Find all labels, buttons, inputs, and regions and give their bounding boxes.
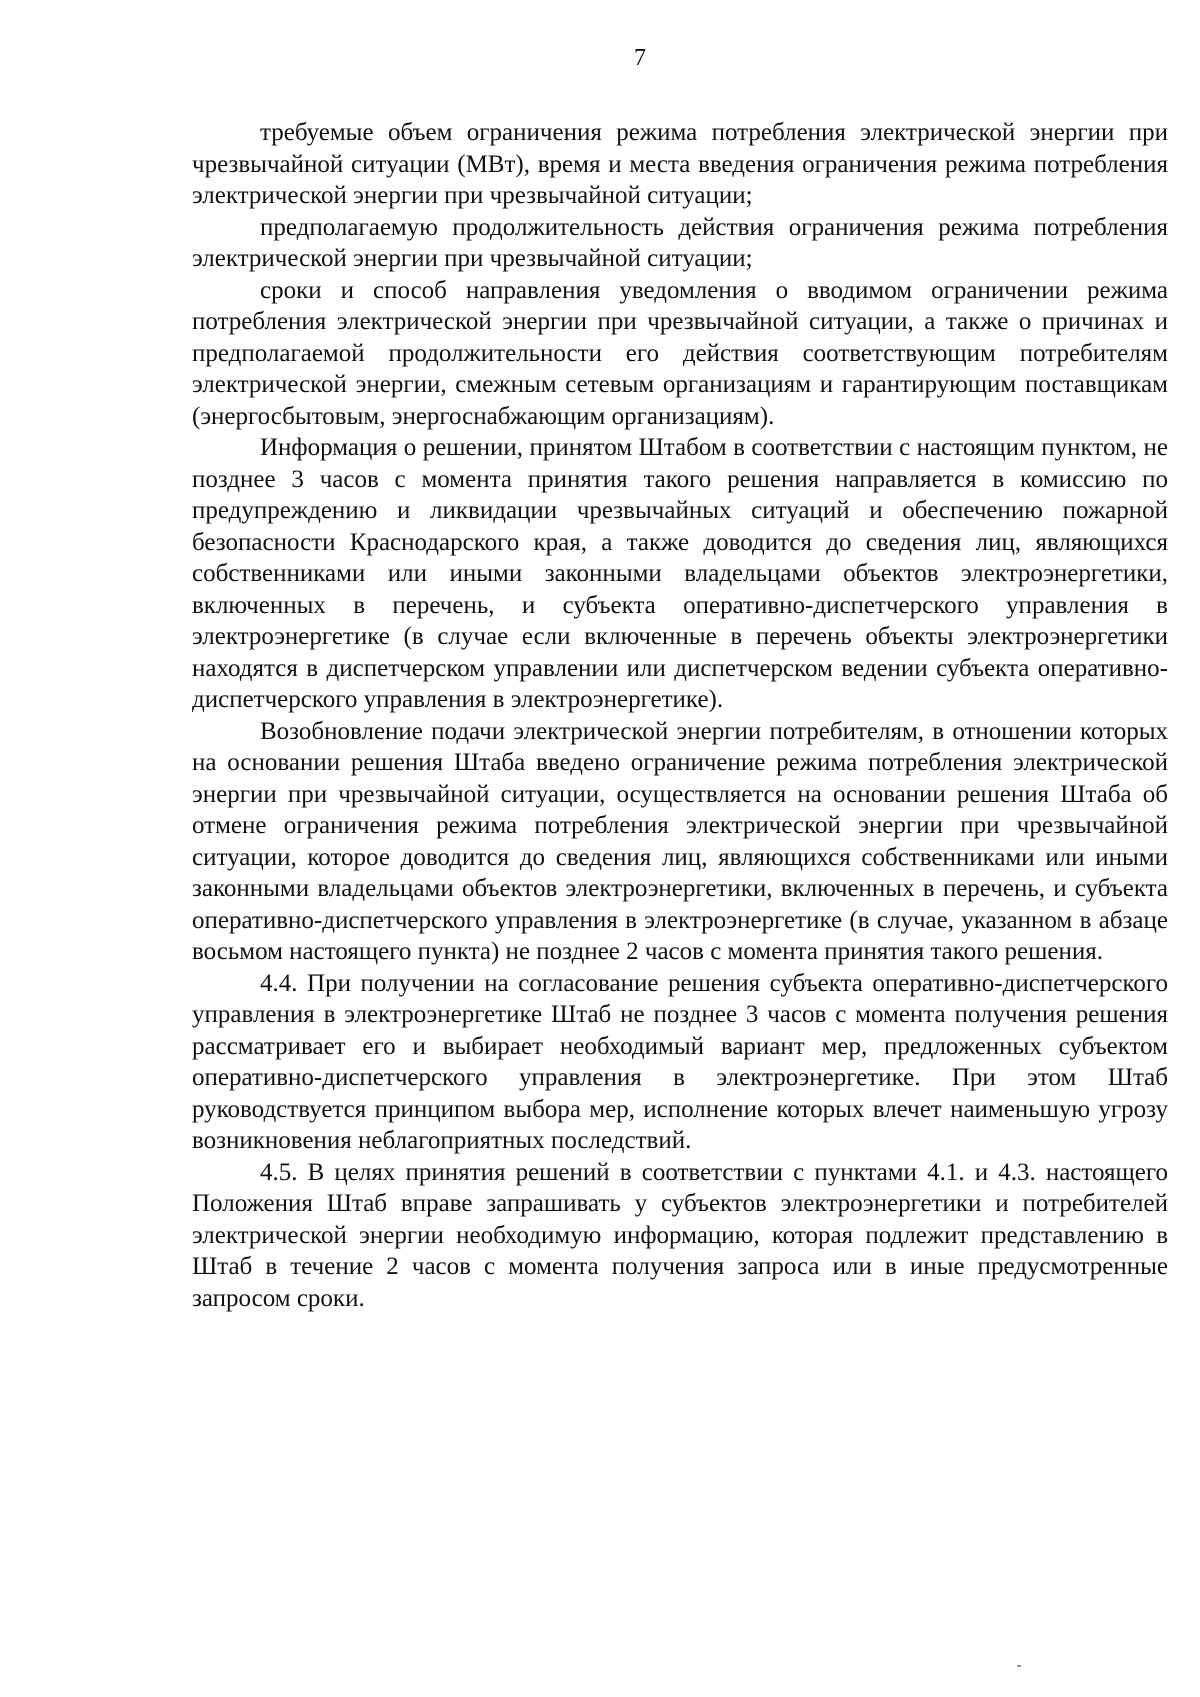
paragraph-restriction-volume: требуемые объем ограничения режима потребления электрической энергии при чрезвычайной ситуации (МВт), время и места введения ограничения режима потребления электрической энергии при чрезвычайной ситуации; [192,119,1168,209]
document-body [192,117,1168,1314]
page-number: 7 [634,45,646,71]
paragraph-decision-information: Информация о решении, принятом Штабом в соответствии с настоящим пунктом, не позднее 3 часов с момента принятия такого решения направляется в комиссию по предупреждению и ликвидации чрезвычайных ситуаций и обеспечению пожарной безопасности Краснодарского края, а также доводится до сведения лиц, являющихся собственниками или иными законными владельцами объектов электроэнергетики, включенных в перечень, и субъекта оперативно-диспетчерского управления в электроэнергетике (в случае если включенные в перечень объекты электроэнергетики находятся в диспетчерском управлении или диспетчерском ведении субъекта оперативно-диспетчерского управления в электроэнергетике). [192,434,1168,713]
paragraph-section-4-5: 4.5. В целях принятия решений в соответствии с пунктами 4.1. и 4.3. настоящего Положения Штаб вправе запрашивать у субъектов электроэнергетики и потребителей электрической энергии необходимую информацию, которая подлежит представлению в Штаб в течение 2 часов с момента получения запроса или в иные предусмотренные запросом сроки. [192,1158,1168,1312]
paragraph-notification-terms: сроки и способ направления уведомления о вводимом ограничении режима потребления электрической энергии при чрезвычайной ситуации, а также о причинах и предполагаемой продолжительности его действия соответствующим потребителям электрической энергии, смежным сетевым организациям и гарантирующим поставщикам (энергосбытовым, энергоснабжающим организациям). [192,276,1168,430]
paragraph-section-4-4: 4.4. При получении на согласование решения субъекта оперативно-диспетчерского управления в электроэнергетике Штаб не позднее 3 часов с момента получения решения рассматривает его и выбирает необходимый вариант мер, предложенных субъектом оперативно-диспетчерского управления в электроэнергетике. При этом Штаб руководствуется принципом выбора мер, исполнение которых влечет наименьшую угрозу возникновения неблагоприятных последствий. [192,969,1168,1154]
scan-speck [1017,1665,1021,1667]
paragraph-expected-duration: предполагаемую продолжительность действия ограничения режима потребления электрической энергии при чрезвычайной ситуации; [192,213,1168,272]
paragraph-power-resumption: Возобновление подачи электрической энергии потребителям, в отношении которых на основании решения Штаба введено ограничение режима потребления электрической энергии при чрезвычайной ситуации, осуществляется на основании решения Штаба об отмене ограничения режима потребления электрической энергии при чрезвычайной ситуации, которое доводится до сведения лиц, являющихся собственниками или иными законными владельцами объектов электроэнергетики, включенных в перечень, и субъекта оперативно-диспетчерского управления в электроэнергетике (в случае, указанном в абзаце восьмом настоящего пункта) не позднее 2 часов с момента принятия такого решения. [192,717,1168,965]
